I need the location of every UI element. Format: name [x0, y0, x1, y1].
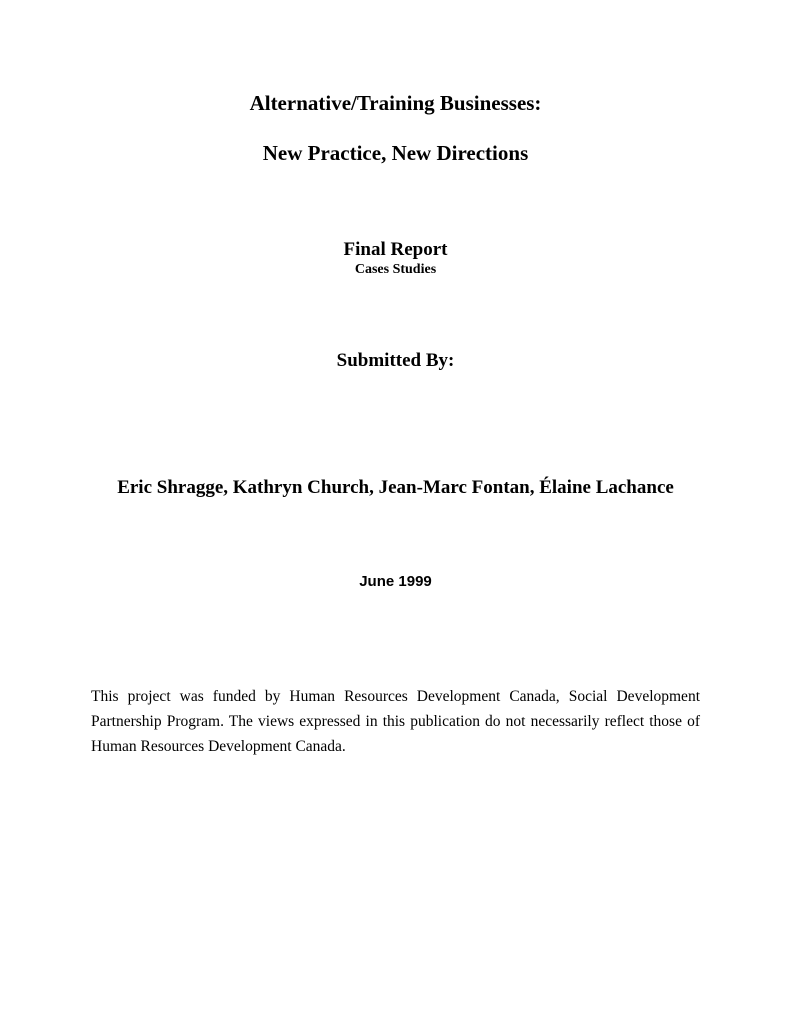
publication-date: June 1999 [359, 573, 432, 590]
document-subtitle: New Practice, New Directions [262, 141, 529, 165]
authors-list: Eric Shragge, Kathryn Church, Jean-Marc Fontan, Élaine Lachance [117, 477, 674, 498]
report-subtype: Cases Studies [354, 262, 437, 277]
report-type: Final Report [343, 239, 448, 260]
submitted-by-heading: Submitted By: [336, 350, 455, 371]
document-title: Alternative/Training Businesses: [249, 91, 542, 115]
funding-disclaimer: This project was funded by Human Resources Development Canada, Social Development Partnership Program. The views expressed in this publication do not necessarily reflect those of Human Resources Development Canada. [91, 688, 700, 755]
